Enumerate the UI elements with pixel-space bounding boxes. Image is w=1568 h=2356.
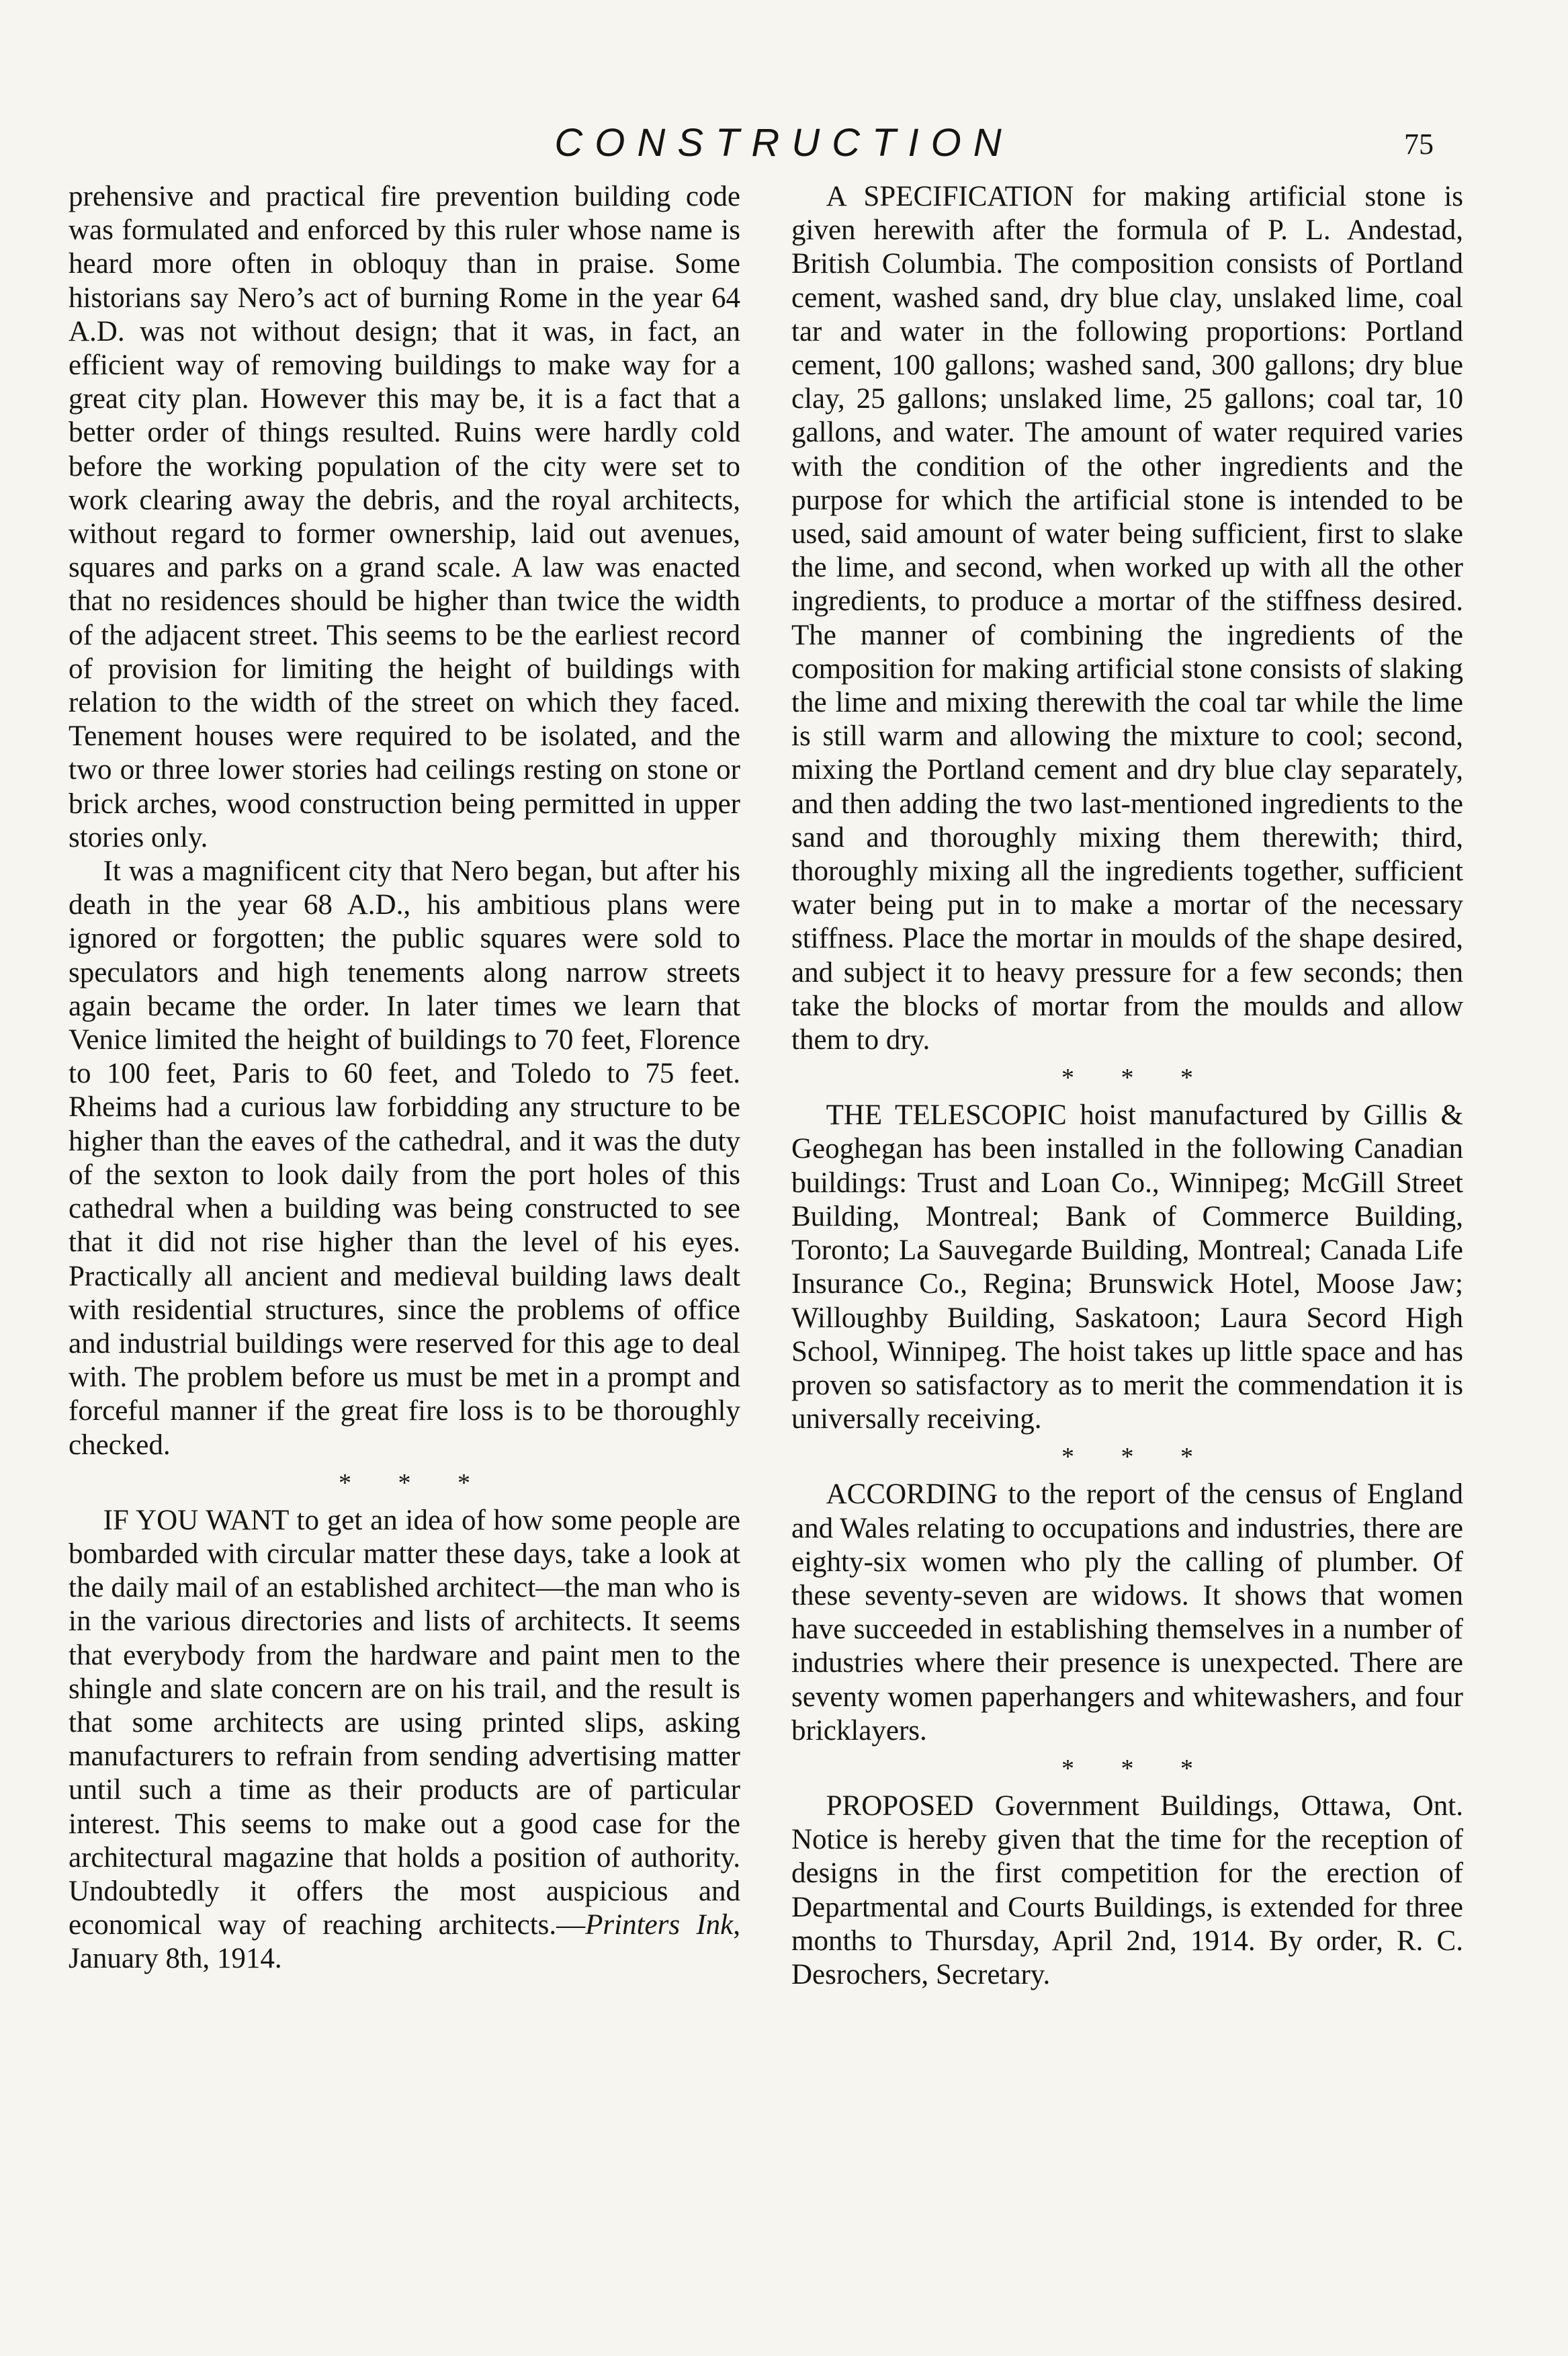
paragraph-body: for making artificial stone is given herewith after the formula of P. L. Andestad, British Columbia. The composition consists of Portland cement, washed sand, dry blue clay, unslaked lime, coal tar and water in the following proportions: Portland cement, 100 gallons; washed sand, 300 gallons; dry blue clay, 25 gallons; unslaked lime, 25 gallons; coal tar, 10 gallons, and water. The amount of water required varies with the condition of the other ingredients and the purpose for which the artificial stone is intended to be used, said amount of water being sufficient, first to slake the lime, and second, when worked up with all the other ingredients, to produce a mortar of the stiffness desired. The manner of combining the ingredients of the composition for making artificial stone consists of slaking the lime and mixing therewith the coal tar while the lime is still warm and allowing the mixture to cool; second, mixing the Portland cement and dry blue clay separately, and then adding the two last-mentioned ingredients to the sand and thoroughly mixing them therewith; third, thoroughly mixing all the ingredients together, sufficient water being put in to make a mortar of the necessary stiffness. Place the mortar in moulds of the shape desired, and subject it to heavy pressure for a few seconds; then take the blocks of mortar from the moulds and allow them to dry. xyxy=(791,181,1463,1056)
paragraph-body: Government Buildings, Ottawa, Ont. Notice is hereby given that the time for the reception of designs in the first competition for the erection of Departmental and Courts Buildings, is extended for three months to Thursday, April 2nd, 1914. By order, R. C. Desrochers, Secretary. xyxy=(791,1790,1463,1990)
source-citation: Printers Ink xyxy=(585,1909,734,1941)
article-paragraph xyxy=(791,1099,1463,1436)
journal-title: CONSTRUCTION xyxy=(554,121,1014,165)
section-separator: * * * xyxy=(1061,1064,1213,1093)
source-date: , January 8th, 1914. xyxy=(69,1909,740,1975)
paragraph-lead: PROPOSED xyxy=(826,1790,974,1822)
article-paragraph xyxy=(791,180,1463,1057)
section-separator: * * * xyxy=(1061,1443,1213,1472)
page-number: 75 xyxy=(1404,128,1434,161)
article-paragraph: It was a magnificent city that Nero began, but after his death in the year 68 A.D., his ambitious plans were ignored or forgotten; the public squares were sold to speculators and high tenements along narrow streets again became the order. In later times we learn that Venice limited the height of buildings to 70 feet, Florence to 100 feet, Paris to 60 feet, and Toledo to 75 feet. Rheims had a curious law forbidding any structure to be higher than the eaves of the cathedral, and it was the duty of the sexton to look daily from the port holes of this cathedral when a building was being constructed to see that it did not rise higher than the level of his eyes. Practically all ancient and medieval building laws dealt with residential structures, since the problems of office and industrial buildings were reserved for this age to deal with. The problem before us must be met in a prompt and forceful manner if the great fire loss is to be thoroughly checked. xyxy=(69,855,740,1461)
paragraph-lead: A SPECIFICATION xyxy=(826,181,1074,212)
section-separator: * * * xyxy=(1061,1754,1213,1783)
article-paragraph: prehensive and practical fire prevention building code was formulated and enforced by this ruler whose name is heard more often in obloquy than in praise. Some historians say Nero’s act of burning Rome in the year 64 A.D. was not without design; that it was, in fact, an efficient way of removing buildings to make way for a great city plan. However this may be, it is a fact that a better order of things resulted. Ruins were hardly cold before the working population of the city were set to work clearing away the debris, and the royal architects, without regard to former ownership, laid out avenues, squares and parks on a grand scale. A law was enacted that no residences should be higher than twice the width of the adjacent street. This seems to be the earliest record of provision for limiting the height of buildings with relation to the width of the street on which they faced. Tenement houses were required to be isolated, and the two or three lower stories had ceilings resting on stone or brick arches, wood construction being permitted in upper stories only. xyxy=(69,181,740,853)
page-header xyxy=(0,113,1568,173)
paragraph-lead: THE TELESCOPIC xyxy=(826,1099,1067,1132)
left-column xyxy=(69,180,740,1976)
paragraph-body: to get an idea of how some people are bombarded with circular matter these days, take a look at the daily mail of an established architect—the man who is in the various directories and lists of architects. It seems that everybody from the hardware and paint men to the shingle and slate concern are on his trail, and the result is that some architects are using printed slips, asking manufacturers to refrain from sending advertising matter until such a time as their products are of particular interest. This seems to make out a good case for the architectural magazine that holds a position of authority. Undoubtedly it offers the most auspicious and economical way of reaching architects.— xyxy=(69,1504,740,1941)
paragraph-lead: ACCORDING xyxy=(826,1478,998,1511)
right-column xyxy=(791,180,1463,1992)
section-separator: * * * xyxy=(339,1468,490,1497)
paragraph-body: hoist manufactured by Gillis & Geoghegan has been installed in the following Canadian buildings: Trust and Loan Co., Winnipeg; McGill Street Building, Montreal; Bank of Commerce Building, Toronto; La Sauvegarde Building, Montreal; Canada Life Insurance Co., Regina; Brunswick Hotel, Moose Jaw; Willoughby Building, Saskatoon; Laura Secord High School, Winnipeg. The hoist takes up little space and has proven so satisfactory as to merit the commendation it is universally receiving. xyxy=(791,1099,1463,1435)
article-paragraph xyxy=(791,1790,1463,1992)
article-paragraph xyxy=(69,1504,740,1976)
paragraph-body: to the report of the census of England and Wales relating to occupations and industries, there are eighty-six women who ply the calling of plumber. Of these seventy-seven are widows. It shows that women have succeeded in establishing themselves in a number of industries where their presence is unexpected. There are seventy women paperhangers and whitewashers, and four bricklayers. xyxy=(791,1478,1463,1747)
paragraph-lead: IF YOU WANT xyxy=(103,1504,289,1536)
article-paragraph xyxy=(791,1478,1463,1748)
